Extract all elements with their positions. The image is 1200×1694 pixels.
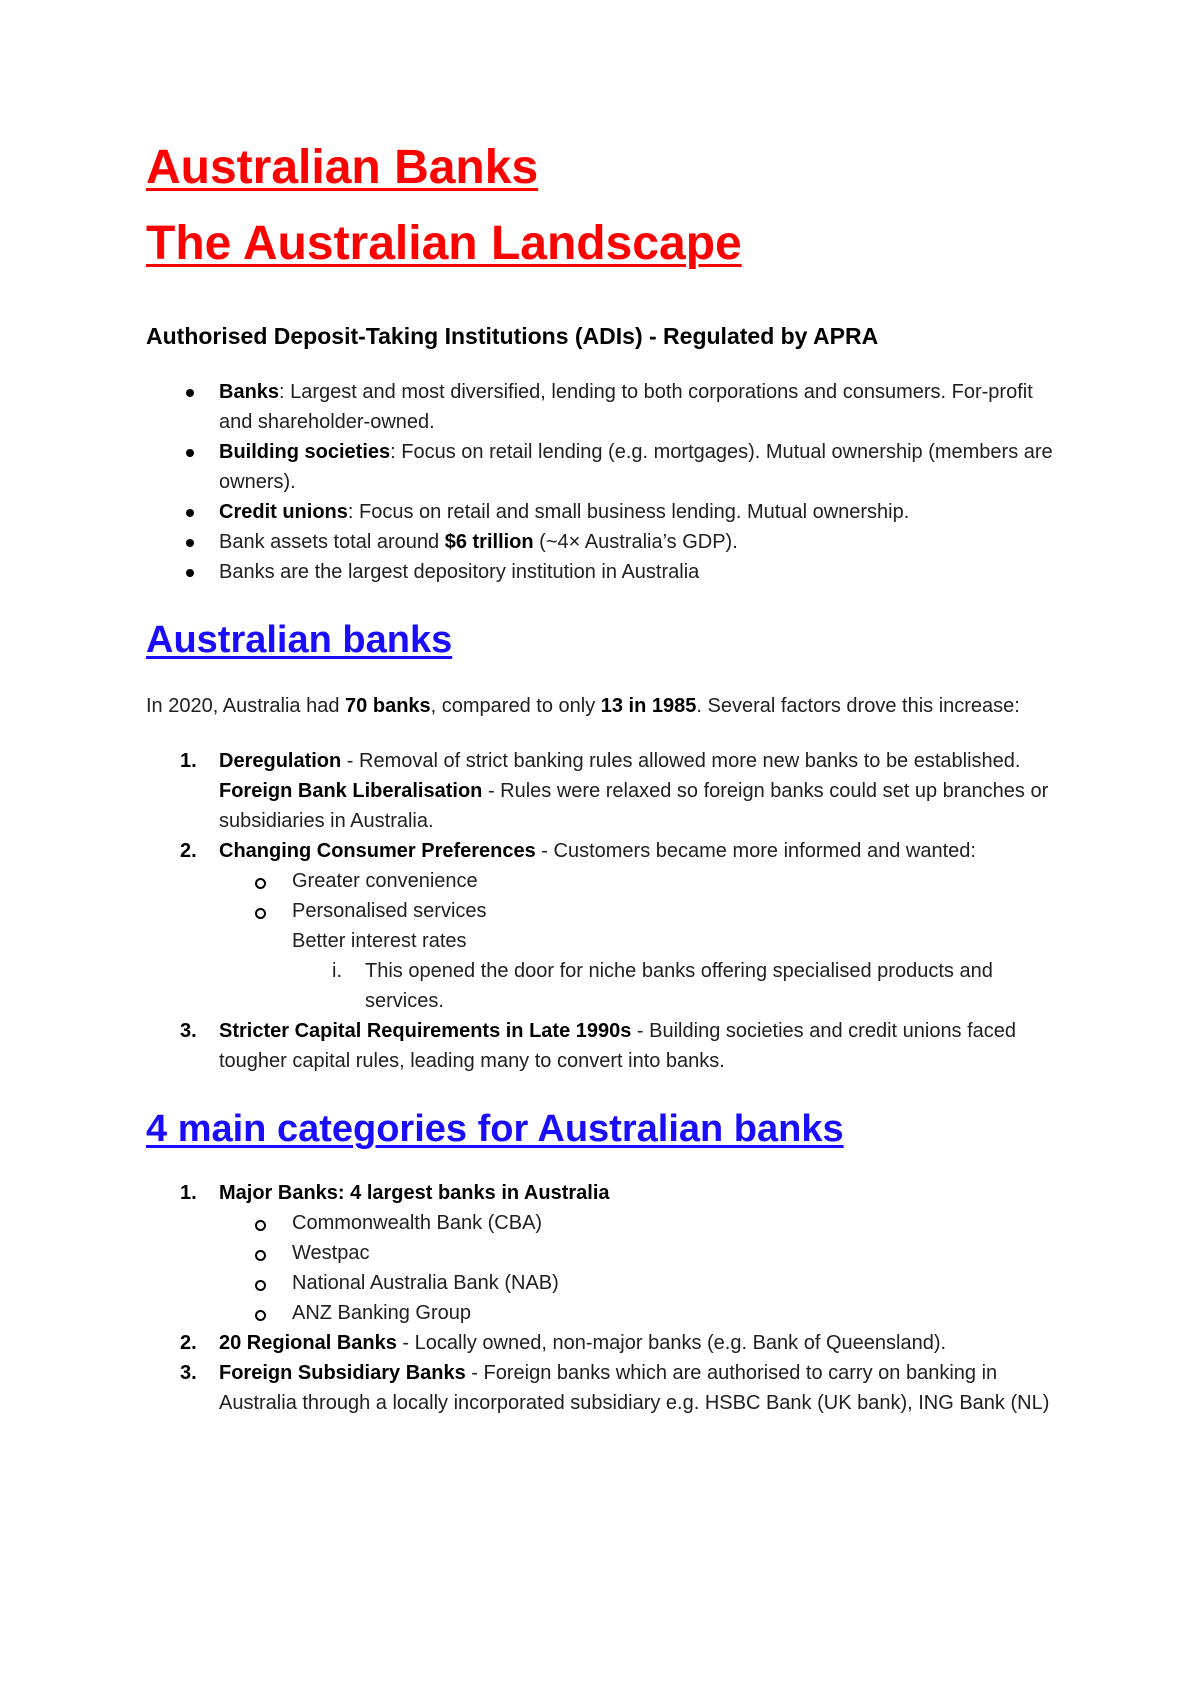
title-australian-landscape: The Australian Landscape bbox=[146, 217, 742, 270]
section-intro: In 2020, Australia had 70 banks, compared to only 13 in 1985. Several factors drove this increase: bbox=[146, 695, 1020, 717]
major-banks-list bbox=[219, 1208, 1066, 1328]
list-item: 2. Changing Consumer Preferences - Customers became more informed and wanted: Greater convenience Personalised services Better interest rates i. This opened the door for niche banks offering specialised products and services. bbox=[146, 836, 1066, 1016]
document-page bbox=[146, 140, 1066, 1418]
list-item: i. This opened the door for niche banks offering specialised products and services. bbox=[332, 960, 993, 1012]
list-item: Credit unions: Focus on retail and small business lending. Mutual ownership. bbox=[146, 497, 1066, 527]
factors-list bbox=[146, 746, 1066, 1076]
title-australian-banks: Australian Banks bbox=[146, 141, 539, 194]
list-item: Personalised services bbox=[219, 896, 1066, 926]
list-item: Building societies: Focus on retail lending (e.g. mortgages). Mutual ownership (members are owners). bbox=[146, 437, 1066, 497]
list-item: Commonwealth Bank (CBA) bbox=[219, 1208, 1066, 1238]
list-item: 3. Stricter Capital Requirements in Late 1990s - Building societies and credit unions faced tougher capital rules, leading many to convert into banks. bbox=[180, 1020, 1017, 1072]
list-item: Banks: Largest and most diversified, lending to both corporations and consumers. For-profit and shareholder-owned. bbox=[146, 377, 1066, 437]
list-item: Banks are the largest depository institution in Australia bbox=[146, 557, 1066, 587]
section-heading-australian-banks: Australian banks bbox=[146, 619, 453, 661]
adi-heading: Authorised Deposit-Taking Institutions (ADIs) - Regulated by APRA bbox=[146, 323, 879, 349]
list-item: 2. 20 Regional Banks - Locally owned, non-major banks (e.g. Bank of Queensland). bbox=[180, 1332, 947, 1354]
roman-list bbox=[219, 956, 1066, 1016]
section-heading-categories: 4 main categories for Australian banks bbox=[146, 1108, 844, 1150]
list-item: National Australia Bank (NAB) bbox=[219, 1268, 1066, 1298]
list-item: Bank assets total around $6 trillion (~4× Australia’s GDP). bbox=[146, 527, 1066, 557]
list-item-continuation: Better interest rates bbox=[292, 930, 467, 952]
categories-list bbox=[146, 1178, 1066, 1418]
adi-list bbox=[146, 377, 1066, 587]
list-item: Greater convenience bbox=[219, 866, 1066, 896]
list-item: 1. Deregulation - Removal of strict banking rules allowed more new banks to be established. Foreign Bank Liberalisation - Rules were relaxed so foreign banks could set up branches or subsidiaries in Australia. bbox=[180, 750, 1049, 832]
list-item: Westpac bbox=[219, 1238, 1066, 1268]
list-item: 3. Foreign Subsidiary Banks - Foreign banks which are authorised to carry on banking in Australia through a locally incorporated subsidiary e.g. HSBC Bank (UK bank), ING Bank (NL) bbox=[180, 1362, 1050, 1414]
list-item: ANZ Banking Group bbox=[219, 1298, 1066, 1328]
list-item: 1. Major Banks: 4 largest banks in Australia Commonwealth Bank (CBA) Westpac National Australia Bank (NAB) ANZ Banking Group bbox=[146, 1178, 1066, 1328]
consumer-wants-list bbox=[219, 866, 1066, 926]
